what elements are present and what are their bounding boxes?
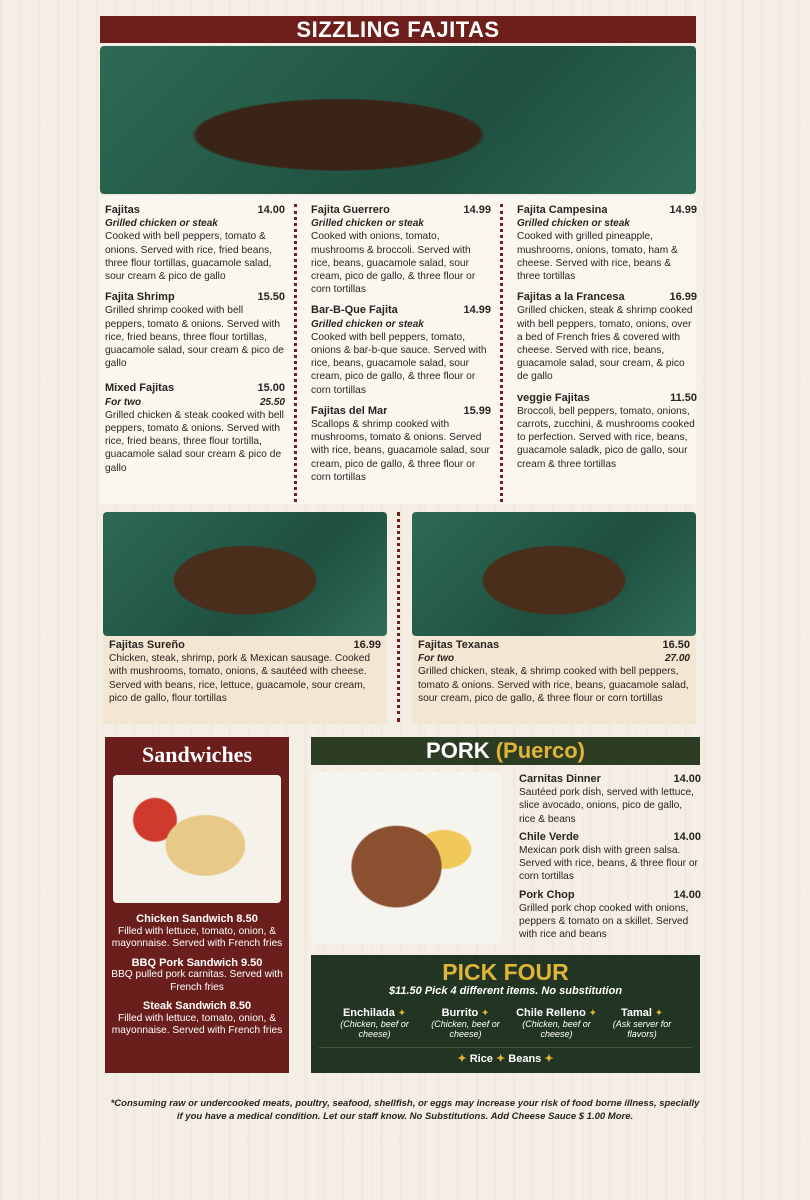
- pick-item: [602, 1007, 682, 1039]
- item-description: Cooked with bell peppers, tomato, onions & bar-b-que sauce. Served with rice, beans, guacamole salad, sour cream, pico de gallo, & three flour or corn tortillas: [311, 331, 487, 396]
- item-description: Mexican pork dish with green salsa. Served with rice, beans, & three flour or corn tortillas: [519, 845, 698, 883]
- menu-item: [105, 291, 285, 370]
- fajitas-banner: SIZZLING FAJITAS: [100, 16, 696, 43]
- pick-item-name: Enchilada: [342, 1007, 395, 1019]
- pick-item-note: (Chicken, beef or cheese): [431, 1019, 500, 1039]
- fajitas-column-1: [105, 204, 285, 483]
- menu-item: [519, 831, 701, 884]
- fajitas-photo: [100, 46, 696, 194]
- pork-photo: [311, 772, 501, 944]
- item-description: Grilled chicken, steak, & shrimp cooked with bell peppers, tomato & onions. Served with rice, beans, guacamole salad, sour cream, pico de gallo, & three flour or corn tortillas: [418, 666, 689, 704]
- item-price: 14.99: [463, 304, 491, 317]
- pick-four-panel: [311, 955, 700, 1073]
- star-icon: ✦: [544, 1053, 554, 1065]
- pick-extras: [311, 1052, 700, 1065]
- star-icon: ✦: [654, 1008, 664, 1019]
- pick-extra: Beans: [508, 1053, 542, 1065]
- pork-title-alt: (Puerco): [495, 738, 585, 763]
- item-price: 11.50: [670, 391, 697, 404]
- pork-menu: [519, 773, 701, 949]
- item-price: 14.00: [673, 830, 701, 843]
- item-name: Pork Chop: [519, 888, 575, 901]
- menu-item: [519, 889, 701, 942]
- sandwiches-title: Sandwiches: [141, 742, 253, 767]
- item-description: Chicken, steak, shrimp, pork & Mexican sausage. Cooked with mushrooms, tomato, onions, & sautéed with cheese. Served with beans, rice, lettuce, guacamole, sour cream, pico de gallo, flour tortillas: [109, 653, 371, 704]
- item-name: Fajita Guerrero: [311, 204, 390, 216]
- item-description: Sautéed pork dish, served with lettuce, slice avocado, onions, pico de gallo, rice & beans: [519, 787, 694, 825]
- item-name: Fajitas del Mar: [311, 404, 388, 417]
- item-name: Fajitas: [105, 204, 140, 216]
- star-icon: ✦: [588, 1008, 597, 1019]
- footer-disclaimer: *Consuming raw or undercooked meats, poultry, seafood, shellfish, or eggs may increase your risk of food borne illness, specially if you have a medical condition. Let our staff know. No Substitutions. Add Cheese Sauce $ 1.00 More.: [110, 1098, 700, 1122]
- pork-banner: [311, 737, 700, 765]
- item-description: Cooked with bell peppers, tomato & onions. Served with rice, fried beans, three flour tortillas, guacamole salad, sour cream & pico de gallo: [105, 231, 273, 283]
- pick-item-name: Chile Relleno: [516, 1007, 586, 1019]
- item-note: Grilled chicken or steak: [517, 218, 630, 230]
- sureno-photo: [103, 512, 387, 636]
- item-description: Grilled chicken & steak cooked with bell peppers, tomato & onions. Served with rice, fried beans, three flour tortilla, guacamole salad sour cream & pico de gallo: [105, 409, 284, 474]
- sandwich-photo: [113, 775, 281, 903]
- item-name: Fajita Campesina: [517, 204, 608, 216]
- item-name: Chile Verde: [519, 830, 579, 843]
- texanas-photo: [412, 512, 696, 636]
- menu-item: [519, 773, 701, 826]
- pick-item-name: Tamal: [620, 1007, 652, 1019]
- item-note: For two: [105, 396, 142, 408]
- menu-item: [517, 291, 697, 383]
- item-note: Grilled chicken or steak: [311, 318, 424, 330]
- menu-item: [105, 204, 285, 283]
- pick-item: [420, 1007, 511, 1039]
- column-divider: [500, 204, 503, 502]
- item-note-price: 25.50: [259, 396, 285, 408]
- item-name: Fajitas Sureño: [109, 639, 185, 651]
- star-icon: ✦: [457, 1053, 467, 1065]
- item-price: 14.99: [669, 204, 697, 216]
- divider: [319, 1047, 692, 1048]
- item-description: Cooked with onions, tomato, mushrooms & broccoli. Served with rice, beans, guacamole salad, sour cream, pico de gallo, & three flour or corn tortillas: [311, 231, 476, 296]
- item-price: 16.99: [353, 639, 381, 651]
- fajitas-menu: [100, 196, 696, 504]
- item-description: Grilled shrimp cooked with bell peppers, tomato & onions. Served with rice, fried beans, three flour tortillas, guacamole salad, sour cream & pico de gallo: [105, 305, 284, 370]
- sandwich-description: Filled with lettuce, tomato, onion, & mayonnaise. Served with French fries: [111, 1012, 283, 1036]
- pick-item: [329, 1007, 420, 1039]
- item-note: Grilled chicken or steak: [105, 218, 218, 230]
- item-price: 14.00: [673, 773, 701, 785]
- item-description: Broccoli, bell peppers, tomato, onions, carrots, zucchini, & mushrooms cooked to perfection. Served with rice, beans, guacamole saladk, pico de gallo, sour cream & three tortillas: [517, 405, 695, 470]
- pick-four-title: PICK FOUR: [442, 959, 569, 985]
- item-description: Grilled pork chop cooked with onions, peppers & tomato on a skillet. Served with rice and beans: [519, 902, 689, 941]
- item-name: Mixed Fajitas: [105, 382, 175, 395]
- item-name: Fajita Shrimp: [105, 291, 175, 304]
- pick-four-subtitle: $11.50 Pick 4 different items. No substitution: [388, 985, 623, 997]
- fajitas-column-2: [311, 204, 491, 492]
- item-price: 15.00: [257, 382, 285, 395]
- menu-item: [311, 304, 491, 396]
- sandwich-description: Filled with lettuce, tomato, onion, & mayonnaise. Served with French fries: [111, 925, 283, 949]
- pick-item: [511, 1007, 602, 1039]
- star-icon: ✦: [481, 1008, 490, 1019]
- item-price: 14.00: [257, 204, 285, 216]
- menu-item: [517, 204, 697, 283]
- item-note: Grilled chicken or steak: [311, 218, 424, 230]
- item-name: veggie Fajitas: [517, 391, 590, 404]
- item-note: For two: [418, 653, 455, 665]
- sandwich-name: Chicken Sandwich 8.50: [136, 913, 258, 925]
- item-name: Fajitas a la Francesa: [517, 291, 625, 304]
- sandwich-name: BBQ Pork Sandwich 9.50: [131, 956, 263, 969]
- item-description: Cooked with grilled pineapple, mushrooms, onions, tomato, ham & cheese. Served with rice, beans & three tortillas: [517, 231, 678, 283]
- menu-item: [105, 382, 285, 474]
- pick-extra: Rice: [469, 1053, 493, 1065]
- column-divider: [294, 204, 297, 502]
- menu-item: [311, 204, 491, 296]
- item-price: 16.99: [669, 291, 697, 304]
- star-icon: ✦: [496, 1053, 506, 1065]
- menu-item: [311, 405, 491, 484]
- item-price: 15.50: [257, 291, 285, 304]
- column-divider: [397, 512, 400, 722]
- texanas-card: [412, 512, 696, 724]
- item-note-price: 27.00: [664, 653, 690, 665]
- item-description: Grilled chicken, steak & shrimp cooked with bell peppers, tomato, onions, over a bed of French fries & covered with cheese. Served with rice, beans, guacamole salad, sour cream, & pico de gallo: [517, 305, 693, 383]
- item-name: Fajitas Texanas: [418, 639, 500, 651]
- sandwiches-panel: [105, 737, 289, 1073]
- fajitas-column-3: [517, 204, 697, 479]
- pick-item-note: (Ask server for flavors): [612, 1019, 672, 1039]
- item-price: 14.00: [673, 888, 701, 901]
- pick-item-name: Burrito: [441, 1007, 479, 1019]
- pick-item-note: (Chicken, beef or cheese): [340, 1019, 409, 1039]
- item-name: Carnitas Dinner: [519, 773, 601, 785]
- star-icon: ✦: [397, 1008, 407, 1019]
- item-price: 16.50: [662, 639, 690, 651]
- item-price: 15.99: [463, 404, 491, 417]
- menu-item: [517, 392, 697, 471]
- sureno-card: [103, 512, 387, 724]
- sandwich-description: BBQ pulled pork carnitas. Served with French fries: [111, 969, 283, 993]
- sandwich-name: Steak Sandwich 8.50: [142, 1000, 252, 1012]
- pork-title: PORK: [426, 738, 490, 763]
- item-description: Scallops & shrimp cooked with mushrooms, tomato & onions. Served with rice, beans, guacamole salad, sour cream, pico de gallo, & three flour or corn tortillas: [311, 419, 490, 483]
- item-name: Bar-B-Que Fajita: [311, 304, 398, 317]
- pick-item-note: (Chicken, beef or cheese): [522, 1019, 591, 1039]
- item-price: 14.99: [463, 204, 491, 216]
